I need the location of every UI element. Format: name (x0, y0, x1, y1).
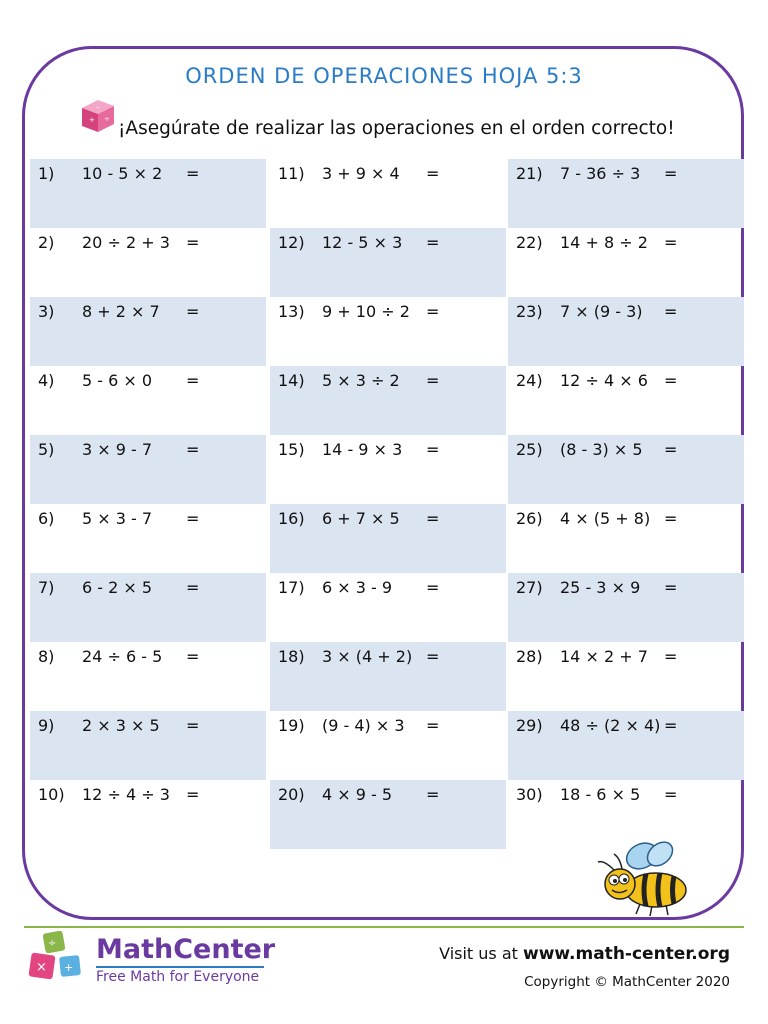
answer-equals[interactable]: = (186, 716, 200, 735)
answer-equals[interactable]: = (426, 785, 440, 804)
brand-underline (96, 966, 264, 968)
problem-number: 15) (278, 440, 305, 459)
problem-cell (508, 159, 744, 228)
problem-number: 4) (38, 371, 55, 390)
visit-line (439, 944, 730, 964)
problem-number: 3) (38, 302, 55, 321)
problem-expression: 20 ÷ 2 + 3 (82, 233, 170, 252)
answer-equals[interactable]: = (186, 164, 200, 183)
answer-equals[interactable]: = (664, 647, 678, 666)
problem-cell (270, 159, 506, 228)
problem-cell (30, 780, 266, 849)
problem-cell (270, 228, 506, 297)
answer-equals[interactable]: = (664, 785, 678, 804)
answer-equals[interactable]: = (426, 164, 440, 183)
problem-expression: 3 × (4 + 2) (322, 647, 413, 666)
mathcenter-logo-icon (26, 930, 88, 988)
answer-equals[interactable]: = (426, 302, 440, 321)
problem-number: 8) (38, 647, 55, 666)
svg-text:÷: ÷ (104, 115, 110, 123)
problem-expression: 10 - 5 × 2 (82, 164, 163, 183)
problem-expression: 18 - 6 × 5 (560, 785, 641, 804)
problem-expression: 4 × (5 + 8) (560, 509, 651, 528)
problem-number: 21) (516, 164, 543, 183)
problem-cell (508, 435, 744, 504)
problem-cell (270, 711, 506, 780)
problem-number: 10) (38, 785, 65, 804)
problem-number: 30) (516, 785, 543, 804)
problem-cell (30, 435, 266, 504)
answer-equals[interactable]: = (186, 509, 200, 528)
problem-number: 29) (516, 716, 543, 735)
problem-cell (30, 297, 266, 366)
problem-number: 18) (278, 647, 305, 666)
problem-cell (270, 504, 506, 573)
answer-equals[interactable]: = (426, 647, 440, 666)
problem-expression: 3 × 9 - 7 (82, 440, 153, 459)
problem-number: 5) (38, 440, 55, 459)
answer-equals[interactable]: = (186, 371, 200, 390)
problem-cell (270, 573, 506, 642)
problem-expression: 6 + 7 × 5 (322, 509, 400, 528)
problem-expression: 14 + 8 ÷ 2 (560, 233, 648, 252)
answer-equals[interactable]: = (426, 578, 440, 597)
problem-expression: 9 + 10 ÷ 2 (322, 302, 410, 321)
svg-text:+: + (64, 961, 74, 974)
problem-expression: 12 ÷ 4 ÷ 3 (82, 785, 170, 804)
problem-number: 7) (38, 578, 55, 597)
problem-expression: 5 - 6 × 0 (82, 371, 153, 390)
problem-number: 20) (278, 785, 305, 804)
answer-equals[interactable]: = (664, 233, 678, 252)
answer-equals[interactable]: = (426, 371, 440, 390)
problem-expression: 6 × 3 - 9 (322, 578, 393, 597)
problem-cell (30, 642, 266, 711)
problem-cell (30, 504, 266, 573)
problem-cell (270, 642, 506, 711)
brand-tagline: Free Math for Everyone (96, 969, 260, 985)
problem-expression: 14 - 9 × 3 (322, 440, 403, 459)
problem-expression: 4 × 9 - 5 (322, 785, 393, 804)
problem-number: 25) (516, 440, 543, 459)
problem-number: 17) (278, 578, 305, 597)
problem-number: 27) (516, 578, 543, 597)
problem-cell (30, 366, 266, 435)
answer-equals[interactable]: = (186, 440, 200, 459)
problem-number: 26) (516, 509, 543, 528)
problem-expression: 14 × 2 + 7 (560, 647, 648, 666)
problem-cell (508, 711, 744, 780)
problem-expression: 3 + 9 × 4 (322, 164, 400, 183)
problem-cell (508, 366, 744, 435)
problem-cell (30, 711, 266, 780)
problem-cell (30, 573, 266, 642)
problem-cell (508, 228, 744, 297)
problem-cell (508, 504, 744, 573)
problem-expression: 8 + 2 × 7 (82, 302, 160, 321)
problem-number: 11) (278, 164, 305, 183)
website-link[interactable]: www.math-center.org (523, 944, 730, 964)
problem-expression: 24 ÷ 6 - 5 (82, 647, 163, 666)
problem-expression: 5 × 3 - 7 (82, 509, 153, 528)
answer-equals[interactable]: = (186, 578, 200, 597)
visit-label: Visit us at (439, 944, 518, 963)
problem-cell (508, 297, 744, 366)
problem-cell (30, 228, 266, 297)
problem-number: 1) (38, 164, 55, 183)
problem-number: 13) (278, 302, 305, 321)
svg-text:−: − (95, 104, 101, 111)
answer-equals[interactable]: = (664, 371, 678, 390)
answer-equals[interactable]: = (186, 785, 200, 804)
footer-divider (24, 926, 744, 928)
svg-text:+: + (89, 116, 95, 124)
problem-number: 19) (278, 716, 305, 735)
problem-number: 14) (278, 371, 305, 390)
problem-expression: 12 ÷ 4 × 6 (560, 371, 648, 390)
svg-text:×: × (36, 960, 47, 975)
problem-number: 16) (278, 509, 305, 528)
problem-expression: 12 - 5 × 3 (322, 233, 403, 252)
problem-expression: 7 - 36 ÷ 3 (560, 164, 641, 183)
problem-expression: 2 × 3 × 5 (82, 716, 160, 735)
problem-number: 24) (516, 371, 543, 390)
problem-number: 23) (516, 302, 543, 321)
problem-grid (30, 159, 738, 849)
answer-equals[interactable]: = (186, 233, 200, 252)
problem-expression: 25 - 3 × 9 (560, 578, 641, 597)
problem-number: 28) (516, 647, 543, 666)
problem-number: 6) (38, 509, 55, 528)
problem-cell (508, 642, 744, 711)
svg-text:÷: ÷ (48, 938, 57, 949)
problem-number: 9) (38, 716, 55, 735)
problem-number: 12) (278, 233, 305, 252)
answer-equals[interactable]: = (664, 302, 678, 321)
answer-equals[interactable]: = (664, 164, 678, 183)
problem-cell (270, 297, 506, 366)
dice-icon (74, 96, 120, 136)
answer-equals[interactable]: = (664, 716, 678, 735)
answer-equals[interactable]: = (426, 716, 440, 735)
problem-expression: (9 - 4) × 3 (322, 716, 405, 735)
problem-expression: 48 ÷ (2 × 4) (560, 716, 661, 735)
answer-equals[interactable]: = (426, 233, 440, 252)
answer-equals[interactable]: = (426, 509, 440, 528)
problem-number: 2) (38, 233, 55, 252)
copyright-text: Copyright © MathCenter 2020 (524, 974, 730, 990)
problem-cell (270, 366, 506, 435)
problem-expression: 7 × (9 - 3) (560, 302, 643, 321)
problem-cell (270, 435, 506, 504)
bee-icon (590, 838, 700, 918)
answer-equals[interactable]: = (186, 302, 200, 321)
problem-cell (508, 573, 744, 642)
problem-number: 22) (516, 233, 543, 252)
problem-expression: 6 - 2 × 5 (82, 578, 153, 597)
brand-name: MathCenter (96, 934, 276, 965)
answer-equals[interactable]: = (186, 647, 200, 666)
problem-cell (30, 159, 266, 228)
answer-equals[interactable]: = (664, 440, 678, 459)
worksheet-title: ORDEN DE OPERACIONES HOJA 5:3 (185, 64, 583, 88)
problem-expression: 5 × 3 ÷ 2 (322, 371, 400, 390)
worksheet-instruction: ¡Asegúrate de realizar las operaciones en el orden correcto! (118, 118, 675, 139)
answer-equals[interactable]: = (664, 509, 678, 528)
problem-cell (270, 780, 506, 849)
problem-expression: (8 - 3) × 5 (560, 440, 643, 459)
answer-equals[interactable]: = (426, 440, 440, 459)
answer-equals[interactable]: = (664, 578, 678, 597)
